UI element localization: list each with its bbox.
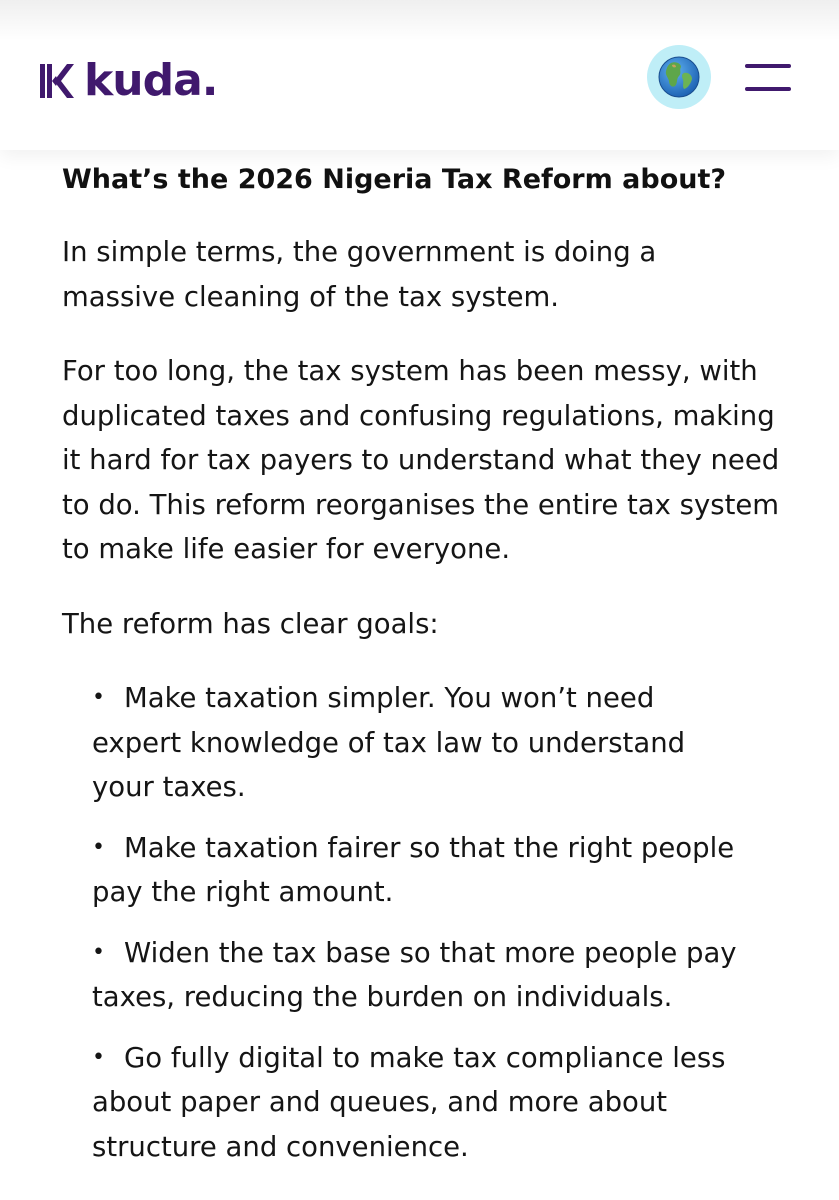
goal-text: Make taxation fairer so that the right people pay the right amount. bbox=[92, 831, 735, 908]
logo-text: kuda. bbox=[84, 55, 218, 106]
site-header bbox=[0, 0, 839, 150]
globe-icon bbox=[657, 55, 701, 99]
bullet-marker: • bbox=[92, 834, 105, 860]
bullet-marker: • bbox=[92, 1044, 105, 1070]
list-item bbox=[92, 1036, 792, 1170]
header-top-shade bbox=[0, 0, 839, 40]
article-heading: What’s the 2026 Nigeria Tax Reform about? bbox=[62, 164, 727, 195]
hamburger-menu-icon bbox=[745, 64, 791, 92]
kuda-logo[interactable] bbox=[40, 56, 218, 106]
goal-text: Make taxation simpler. You won’t need expert knowledge of tax law to understand your taxes. bbox=[92, 682, 686, 803]
goal-text: Widen the tax base so that more people pay taxes, reducing the burden on individuals. bbox=[92, 936, 737, 1013]
goals-list bbox=[62, 676, 792, 1169]
bullet-marker: • bbox=[92, 939, 105, 965]
bullet-marker: • bbox=[92, 685, 105, 710]
language-globe-button[interactable] bbox=[647, 45, 711, 109]
article-paragraph-intro: In simple terms, the government is doing a massive cleaning of the tax system. bbox=[62, 236, 657, 313]
goal-text: Go fully digital to make tax compliance less about paper and queues, and more about structure and convenience. bbox=[92, 1041, 726, 1163]
list-item bbox=[92, 931, 792, 1020]
article-paragraph-goals-intro: The reform has clear goals: bbox=[62, 607, 439, 640]
article-body bbox=[62, 160, 782, 1185]
kuda-logo-mark-icon bbox=[40, 62, 76, 100]
list-item bbox=[92, 826, 792, 915]
article-paragraph-background: For too long, the tax system has been messy, with duplicated taxes and confusing regulations, making it hard for tax payers to understand what they need to do. This reform reorganises the entire tax system to make life easier for everyone. bbox=[62, 355, 780, 565]
list-item bbox=[92, 676, 702, 810]
hamburger-menu-button[interactable] bbox=[745, 64, 791, 92]
